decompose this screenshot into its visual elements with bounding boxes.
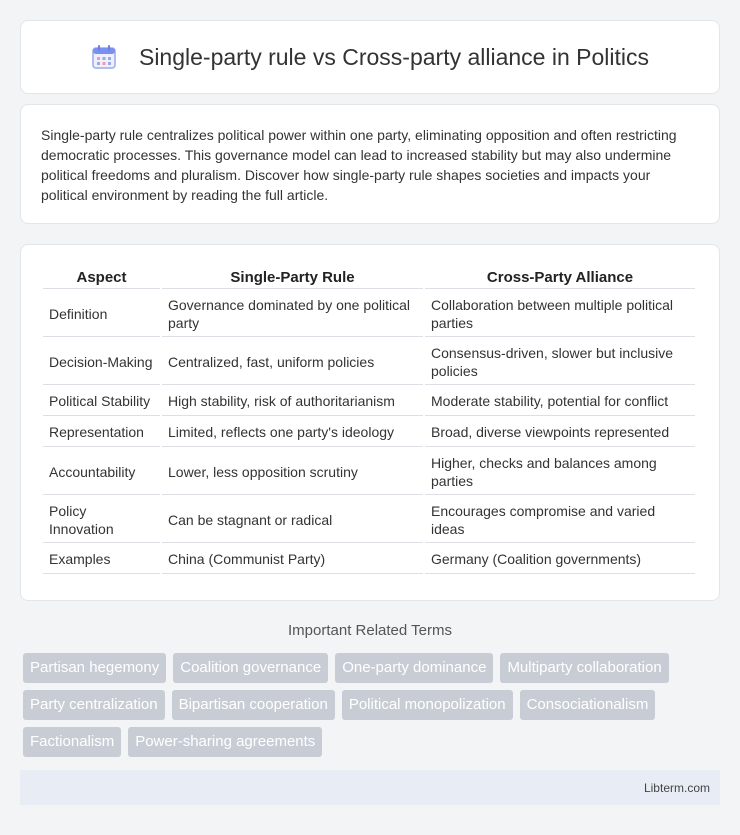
related-term-tag[interactable]: Coalition governance xyxy=(173,653,328,683)
table-cell: Representation xyxy=(43,418,160,447)
table-cell: Encourages compromise and varied ideas xyxy=(425,497,695,543)
table-row xyxy=(43,497,695,543)
related-term-tag[interactable]: Party centralization xyxy=(23,690,165,720)
table-row xyxy=(43,449,695,495)
related-term-tag[interactable]: Partisan hegemony xyxy=(23,653,166,683)
table-cell: Definition xyxy=(43,291,160,337)
table-cell: Broad, diverse viewpoints represented xyxy=(425,418,695,447)
table-cell: Examples xyxy=(43,545,160,574)
table-row xyxy=(43,418,695,447)
intro-text: Single-party rule centralizes political power within one party, eliminating opposition and often restricting democratic processes. This governance model can lead to increased stability but may also undermine political freedoms and pluralism. Discover how single-party rule shapes societies and impacts your political environment by reading the full article. xyxy=(41,127,677,203)
table-cell: Decision-Making xyxy=(43,339,160,385)
table-cell: Collaboration between multiple political parties xyxy=(425,291,695,337)
related-term-tag[interactable]: Power-sharing agreements xyxy=(128,727,322,757)
table-row xyxy=(43,291,695,337)
table-cell: Lower, less opposition scrutiny xyxy=(162,449,423,495)
comparison-table xyxy=(41,261,697,576)
related-term-tag[interactable]: Consociationalism xyxy=(520,690,656,720)
table-cell: China (Communist Party) xyxy=(162,545,423,574)
table-cell: High stability, risk of authoritarianism xyxy=(162,387,423,416)
table-cell: Political Stability xyxy=(43,387,160,416)
table-row xyxy=(43,387,695,416)
table-row xyxy=(43,545,695,574)
table-cell: Policy Innovation xyxy=(43,497,160,543)
footer-brand-link[interactable]: Libterm.com xyxy=(643,780,710,795)
related-term-tag[interactable]: Political monopolization xyxy=(342,690,513,720)
comparison-table-card xyxy=(20,244,720,601)
column-header-aspect: Aspect xyxy=(43,263,160,289)
table-cell: Centralized, fast, uniform policies xyxy=(162,339,423,385)
related-terms-list xyxy=(23,653,723,764)
footer xyxy=(20,770,720,805)
table-cell: Consensus-driven, slower but inclusive policies xyxy=(425,339,695,385)
table-cell: Germany (Coalition governments) xyxy=(425,545,695,574)
page-title: Single-party rule vs Cross-party alliance in Politics xyxy=(138,43,650,70)
table-cell: Higher, checks and balances among parties xyxy=(425,449,695,495)
table-cell: Accountability xyxy=(43,449,160,495)
related-term-tag[interactable]: Factionalism xyxy=(23,727,121,757)
table-cell: Limited, reflects one party's ideology xyxy=(162,418,423,447)
related-term-tag[interactable]: Multiparty collaboration xyxy=(500,653,668,683)
related-term-tag[interactable]: One-party dominance xyxy=(335,653,493,683)
calendar-icon xyxy=(91,44,117,70)
table-row xyxy=(43,339,695,385)
column-header-cross-party: Cross-Party Alliance xyxy=(425,263,695,289)
table-cell: Governance dominated by one political party xyxy=(162,291,423,337)
column-header-single-party: Single-Party Rule xyxy=(162,263,423,289)
table-cell: Can be stagnant or radical xyxy=(162,497,423,543)
related-terms-title: Important Related Terms xyxy=(288,622,452,639)
related-term-tag[interactable]: Bipartisan cooperation xyxy=(172,690,335,720)
table-cell: Moderate stability, potential for conflict xyxy=(425,387,695,416)
intro-card xyxy=(20,104,720,224)
header-card xyxy=(20,20,720,94)
